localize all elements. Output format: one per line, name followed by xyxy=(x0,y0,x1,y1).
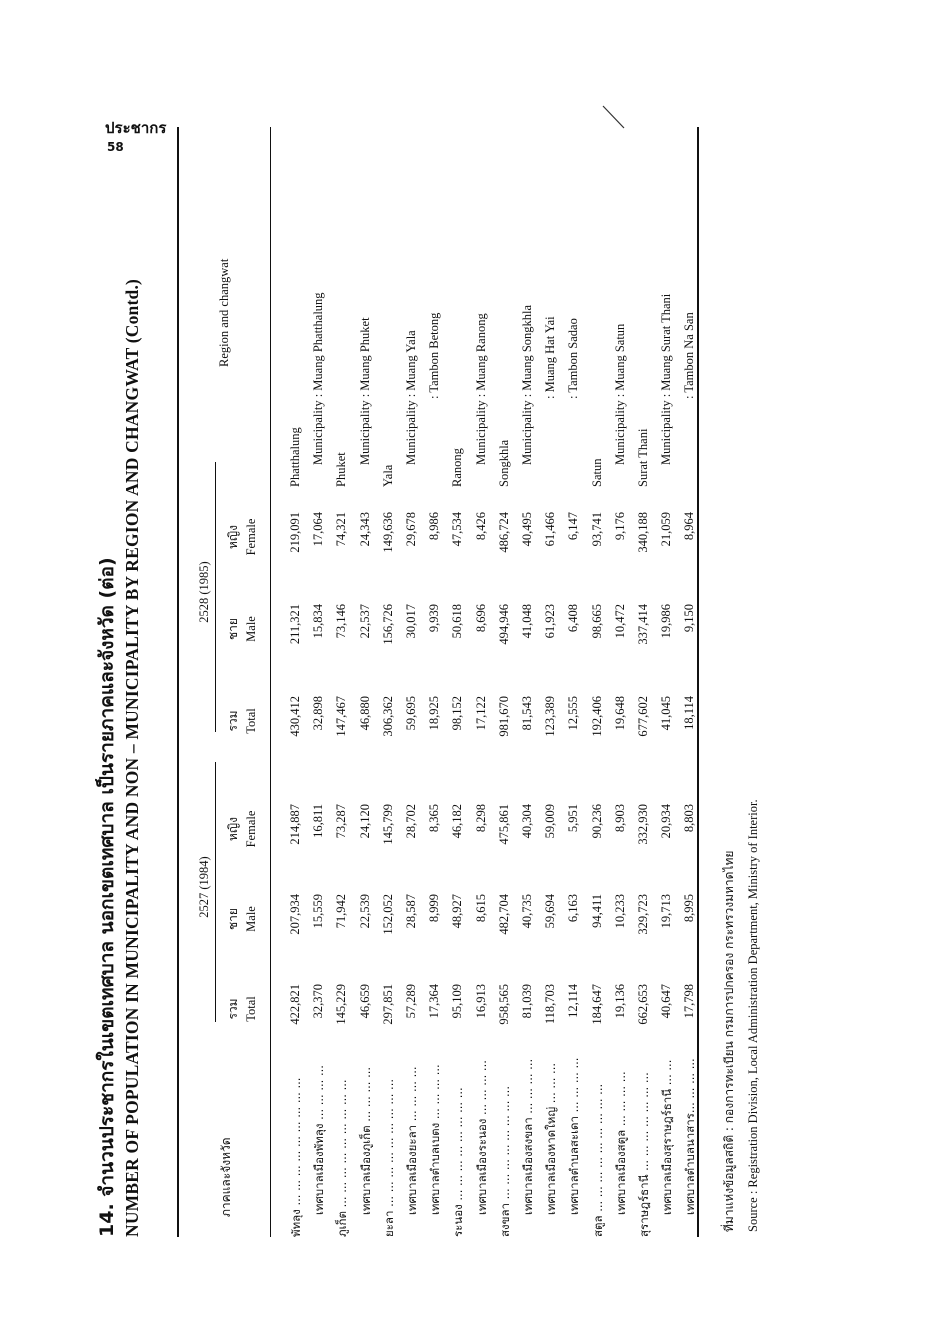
cell-male-1984: 8,615 xyxy=(473,894,488,923)
row-label-thai: เทศบาลเมืองหาดใหญ่ ... ... ... xyxy=(544,1062,559,1215)
row-label-english: Songkhla xyxy=(496,439,511,487)
cell-male-1984: 482,704 xyxy=(496,894,511,935)
cell-male-1985: 6,408 xyxy=(566,604,581,633)
cell-male-1984: 28,587 xyxy=(404,894,418,929)
cell-female-1984: 332,930 xyxy=(636,804,650,845)
subheader-thai-total: รวม xyxy=(226,998,240,1020)
cell-male-1985: 73,146 xyxy=(334,604,349,639)
cell-female-1985: 47,534 xyxy=(450,512,465,547)
cell-total-1985: 81,543 xyxy=(520,696,534,731)
cell-male-1984: 329,723 xyxy=(636,894,650,935)
cell-male-1984: 71,942 xyxy=(334,894,349,929)
cell-male-1985: 98,665 xyxy=(589,604,604,639)
cell-male-1984: 15,559 xyxy=(311,894,326,929)
cell-female-1985: 93,741 xyxy=(589,512,604,547)
subheader-thai-female: หญิง xyxy=(226,817,240,841)
cell-female-1985: 8,426 xyxy=(473,512,488,541)
row-label-thai: เทศบาลเมืองสุราษฎร์ธานี ... ... xyxy=(660,1059,675,1215)
subheader-thai-male: ชาย xyxy=(226,618,240,640)
cell-female-1984: 59,009 xyxy=(543,804,558,839)
cell-total-1985: 46,880 xyxy=(357,696,372,731)
cell-male-1985: 61,923 xyxy=(543,604,558,639)
subheader-english-total: Total xyxy=(244,996,258,1022)
cell-male-1985: 41,048 xyxy=(520,604,534,639)
cell-total-1984: 46,659 xyxy=(357,984,372,1019)
cell-female-1984: 90,236 xyxy=(589,804,604,839)
cell-male-1985: 494,946 xyxy=(496,604,511,645)
cell-total-1984: 95,109 xyxy=(450,984,465,1019)
cell-female-1985: 6,147 xyxy=(566,512,581,541)
cell-female-1984: 20,934 xyxy=(659,804,674,839)
row-label-english: : Tambon Sadao xyxy=(566,318,581,399)
row-label-thai: พัทลุง ... ... ... ... ... ... ... ... ... xyxy=(289,1077,303,1237)
cell-male-1985: 8,696 xyxy=(473,604,488,633)
cell-male-1984: 40,735 xyxy=(520,894,534,929)
cell-total-1985: 306,362 xyxy=(380,696,395,737)
cell-female-1985: 24,343 xyxy=(357,512,372,547)
row-label-thai: เทศบาลตำบลนาสาร... ... ... ... xyxy=(683,1058,698,1215)
cell-female-1984: 214,887 xyxy=(288,804,302,845)
cell-male-1985: 211,321 xyxy=(288,604,302,645)
row-label-thai: เทศบาลเมืองระนอง ... ... ... ... xyxy=(474,1060,489,1215)
cell-total-1985: 192,406 xyxy=(589,696,604,737)
cell-total-1985: 32,898 xyxy=(311,696,326,731)
cell-total-1984: 57,289 xyxy=(404,984,418,1019)
row-label-thai: ยะลา ... ... ... ... ... ... ... ... ... xyxy=(381,1078,396,1237)
cell-female-1984: 5,951 xyxy=(566,804,581,833)
row-label-thai: สงขลา ... ... ... ... ... ... ... ... xyxy=(497,1086,512,1237)
cell-male-1985: 15,834 xyxy=(311,604,326,639)
rotated-table-page xyxy=(92,107,792,1237)
row-label-thai: ระนอง ... ... ... ... ... ... ... ... xyxy=(451,1087,466,1237)
region-header-english: Region and changwat xyxy=(217,258,231,367)
row-label-thai: ภูเก็ต ... ... ... ... ... ... ... ... ... xyxy=(335,1079,350,1237)
cell-female-1985: 29,678 xyxy=(404,512,418,547)
cell-total-1985: 18,925 xyxy=(427,696,442,731)
row-label-english: Municipality : Muang Satun xyxy=(612,323,627,465)
cell-female-1984: 145,799 xyxy=(380,804,395,845)
cell-male-1985: 19,986 xyxy=(659,604,674,639)
cell-male-1984: 6,163 xyxy=(566,894,581,923)
row-label-thai: เทศบาลเมืองภูเก็ต ... ... ... ... xyxy=(358,1066,373,1215)
cell-total-1985: 41,045 xyxy=(659,696,674,731)
cell-male-1985: 9,150 xyxy=(682,604,697,633)
subheader-thai-female: หญิง xyxy=(226,525,240,549)
cell-total-1984: 118,703 xyxy=(543,984,558,1025)
cell-total-1985: 59,695 xyxy=(404,696,418,731)
top-rule xyxy=(177,127,179,1237)
cell-female-1984: 73,287 xyxy=(334,804,349,839)
subheader-english-male: Male xyxy=(244,616,258,642)
cell-male-1985: 50,618 xyxy=(450,604,465,639)
row-label-english: Municipality : Muang Surat Thani xyxy=(659,293,674,465)
cell-male-1984: 152,052 xyxy=(380,894,395,935)
subheader-thai-total: รวม xyxy=(226,710,240,732)
row-label-english: Surat Thani xyxy=(636,428,650,487)
page-number: 58 xyxy=(107,140,124,154)
cell-total-1985: 147,467 xyxy=(334,696,349,737)
cell-total-1984: 17,798 xyxy=(682,984,697,1019)
cell-male-1985: 156,726 xyxy=(380,604,395,645)
cell-male-1985: 30,017 xyxy=(404,604,418,639)
cell-total-1984: 12,114 xyxy=(566,984,581,1018)
row-label-english: Municipality : Muang Yala xyxy=(404,330,418,465)
source-english: Source : Registration Division, Local Administration Department, Ministry of Interior. xyxy=(746,799,760,1232)
bottom-rule xyxy=(697,127,699,1237)
cell-male-1984: 207,934 xyxy=(288,894,302,935)
cell-male-1984: 10,233 xyxy=(612,894,627,929)
row-label-english: Municipality : Muang Songkhla xyxy=(520,304,534,465)
cell-female-1985: 9,176 xyxy=(612,512,627,541)
subheader-english-female: Female xyxy=(244,518,258,556)
cell-female-1985: 61,466 xyxy=(543,512,558,547)
cell-female-1984: 40,304 xyxy=(520,804,534,839)
cell-total-1985: 677,602 xyxy=(636,696,650,737)
cell-female-1984: 8,365 xyxy=(427,804,442,833)
cell-total-1984: 81,039 xyxy=(520,984,534,1019)
cell-female-1985: 17,064 xyxy=(311,512,326,547)
cell-total-1985: 123,389 xyxy=(543,696,558,737)
year-header-1985: 2528 (1985) xyxy=(197,561,211,623)
cell-total-1984: 19,136 xyxy=(612,984,627,1019)
cell-female-1985: 486,724 xyxy=(496,512,511,553)
year-header-1984: 2527 (1984) xyxy=(197,856,211,918)
cell-female-1984: 46,182 xyxy=(450,804,465,839)
subheader-english-male: Male xyxy=(244,906,258,932)
row-label-thai: เทศบาลเมืองสตูล ... ... ... ... xyxy=(613,1071,628,1215)
cell-total-1985: 17,122 xyxy=(473,696,488,731)
row-label-english: Municipality : Muang Phatthalung xyxy=(311,292,326,465)
cell-female-1985: 74,321 xyxy=(334,512,349,547)
row-label-thai: เทศบาลตำบลสะเดา ... ... ... ... xyxy=(567,1057,582,1215)
cell-female-1985: 40,495 xyxy=(520,512,534,547)
cell-male-1984: 8,999 xyxy=(427,894,442,923)
row-label-thai: สุราษฎร์ธานี ... ... ... ... ... ... ... xyxy=(637,1072,651,1237)
year-rule-1984 xyxy=(215,762,216,1022)
cell-male-1985: 9,939 xyxy=(427,604,442,633)
cell-total-1984: 422,821 xyxy=(288,984,302,1025)
row-label-thai: เทศบาลตำบลเบตง ... ... ... ... xyxy=(428,1064,443,1215)
row-label-english: Yala xyxy=(380,464,395,487)
row-label-english: Municipality : Muang Phuket xyxy=(357,317,372,465)
cell-female-1984: 28,702 xyxy=(404,804,418,839)
cell-total-1984: 16,913 xyxy=(473,984,488,1019)
row-label-thai: เทศบาลเมืองยะลา ... ... ... ... xyxy=(405,1066,419,1215)
row-label-english: Phuket xyxy=(334,452,349,487)
source-thai: ที่มาแห่งข้อมูลสถิติ : กองการทะเบียน กรมการปกครอง กระทรวงมหาดไทย xyxy=(722,850,736,1232)
cell-male-1984: 19,713 xyxy=(659,894,674,929)
region-header-thai: ภาคและจังหวัด xyxy=(219,1137,233,1217)
cell-total-1984: 145,229 xyxy=(334,984,349,1025)
table-title-thai: 14. จำนวนประชากรในเขตเทศบาล นอกเขตเทศบาล เป็นรายภาคและจังหวัด (ต่อ) xyxy=(96,557,118,1237)
table-title-english: NUMBER OF POPULATION IN MUNICIPALITY AND NON – MUNICIPALITY BY REGION AND CHANGWAT (Contd.) xyxy=(122,278,142,1237)
cell-total-1985: 18,114 xyxy=(682,696,697,730)
cell-female-1984: 16,811 xyxy=(311,804,326,838)
cell-total-1984: 32,370 xyxy=(311,984,326,1019)
cell-female-1984: 475,861 xyxy=(496,804,511,845)
subheader-thai-male: ชาย xyxy=(226,908,240,930)
row-label-english: : Tambon Betong xyxy=(427,312,442,399)
section-header: ประชากร xyxy=(105,119,167,137)
row-label-thai: เทศบาลเมืองสงขลา ... ... ... ... xyxy=(521,1058,535,1215)
row-label-english: : Muang Hat Yai xyxy=(543,316,558,399)
cell-female-1985: 8,986 xyxy=(427,512,442,541)
cell-male-1984: 8,995 xyxy=(682,894,697,923)
cell-male-1984: 22,539 xyxy=(357,894,372,929)
row-label-thai: สตูล ... ... ... ... ... ... ... ... ... xyxy=(590,1083,605,1237)
subheader-english-female: Female xyxy=(244,810,258,848)
row-label-thai: เทศบาลเมืองพัทลุง ... ... ... ... xyxy=(312,1065,327,1215)
cell-female-1984: 8,803 xyxy=(682,804,697,833)
row-label-english: : Tambon Na San xyxy=(682,312,697,399)
subheader-english-total: Total xyxy=(244,708,258,734)
cell-total-1984: 17,364 xyxy=(427,984,442,1019)
cell-female-1985: 21,059 xyxy=(659,512,674,547)
cell-female-1984: 8,903 xyxy=(612,804,627,833)
cell-total-1985: 98,152 xyxy=(450,696,465,731)
row-label-english: Ranong xyxy=(450,448,465,487)
cell-total-1984: 184,647 xyxy=(589,984,604,1025)
cell-female-1985: 219,091 xyxy=(288,512,302,553)
cell-female-1985: 340,188 xyxy=(636,512,650,553)
row-label-english: Satun xyxy=(589,458,604,487)
cell-male-1985: 22,537 xyxy=(357,604,372,639)
header-rule xyxy=(270,127,271,1237)
cell-male-1985: 10,472 xyxy=(612,604,627,639)
cell-total-1985: 981,670 xyxy=(496,696,511,737)
cell-male-1984: 59,694 xyxy=(543,894,558,929)
cell-total-1984: 662,653 xyxy=(636,984,650,1025)
cell-total-1984: 297,851 xyxy=(380,984,395,1025)
cell-female-1985: 149,636 xyxy=(380,512,395,553)
cell-total-1985: 19,648 xyxy=(612,696,627,731)
cell-total-1985: 12,555 xyxy=(566,696,581,731)
year-rule-1985 xyxy=(215,462,216,732)
cell-male-1984: 94,411 xyxy=(589,894,604,928)
cell-male-1984: 48,927 xyxy=(450,894,465,929)
cell-female-1984: 24,120 xyxy=(357,804,372,839)
cell-total-1985: 430,412 xyxy=(288,696,302,737)
cell-female-1984: 8,298 xyxy=(473,804,488,833)
row-label-english: Phatthalung xyxy=(288,427,302,487)
cell-male-1985: 337,414 xyxy=(636,604,650,645)
cell-total-1984: 40,647 xyxy=(659,984,674,1019)
row-label-english: Municipality : Muang Ranong xyxy=(473,313,488,465)
cell-female-1985: 8,964 xyxy=(682,512,697,541)
cell-total-1984: 958,565 xyxy=(496,984,511,1025)
